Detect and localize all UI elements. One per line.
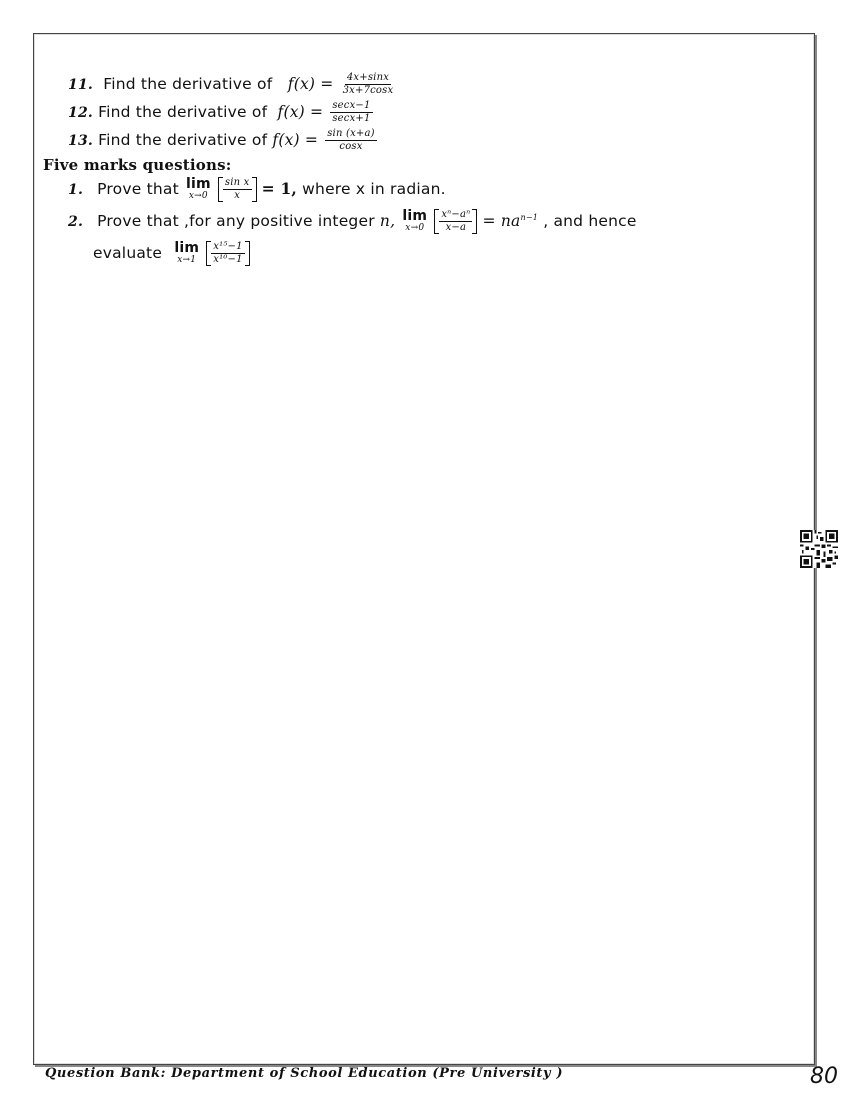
question-text: Find the derivative of — [103, 75, 273, 93]
fraction — [439, 209, 472, 234]
question-text: Prove that ,for any positive integer — [97, 212, 375, 230]
question-text: Find the derivative of — [98, 131, 268, 149]
limit-subscript: x→0 — [188, 190, 208, 201]
function-label: f(x) = — [287, 75, 334, 93]
question-number: 1. — [68, 182, 84, 198]
denominator: cosx — [339, 141, 363, 152]
numerator: secx−1 — [332, 100, 371, 111]
question-text: evaluate — [93, 244, 163, 262]
limit — [185, 175, 211, 202]
numerator: xⁿ−aⁿ — [441, 209, 471, 220]
numerator: sin (x+a) — [327, 128, 375, 139]
bracket — [434, 209, 477, 234]
fraction — [341, 72, 396, 97]
numerator: 4x+sinx — [346, 72, 390, 83]
limit — [402, 207, 428, 234]
fraction — [223, 177, 252, 202]
fraction — [325, 128, 377, 153]
page-number: 80 — [810, 1064, 838, 1089]
question-number: 2. — [68, 214, 84, 230]
question-number: 12. — [68, 105, 93, 121]
denominator: 3x+7cosx — [342, 85, 394, 96]
question-12 — [68, 100, 375, 125]
question-11 — [68, 72, 397, 97]
footer: Question Bank: Department of School Education (Pre University ) — [45, 1066, 564, 1081]
function-label: f(x) = — [277, 103, 324, 121]
question-13 — [68, 128, 379, 153]
question-suffix: , and hence — [543, 212, 637, 230]
denominator: x¹⁰−1 — [213, 254, 243, 265]
bracket — [206, 241, 249, 266]
fraction — [330, 100, 372, 125]
rhs-exponent: n−1 — [520, 212, 539, 222]
limit-label: lim — [174, 239, 200, 256]
question-1 — [68, 177, 446, 202]
bracket — [218, 177, 257, 202]
question-2-line-2 — [93, 241, 250, 266]
question-number: 13. — [68, 133, 93, 149]
rhs: = 1, — [261, 179, 298, 198]
denominator: secx+1 — [332, 113, 371, 124]
question-text: Find the derivative of — [98, 103, 268, 121]
numerator: x¹⁵−1 — [213, 241, 243, 252]
fraction — [211, 241, 244, 266]
question-number: 11. — [68, 77, 93, 93]
limit-label: lim — [402, 207, 428, 224]
qr-code-icon — [800, 530, 838, 568]
limit-subscript: x→0 — [405, 222, 425, 233]
limit-label: lim — [185, 175, 211, 192]
function-label: f(x) = — [272, 131, 319, 149]
rhs: = na — [482, 212, 521, 230]
question-2 — [68, 209, 637, 234]
question-text: Prove that — [97, 180, 179, 198]
limit — [174, 239, 200, 266]
numerator: sin x — [224, 177, 250, 188]
question-suffix: where x in radian. — [302, 180, 446, 198]
variable: n, — [379, 212, 396, 230]
denominator: x — [234, 190, 241, 201]
section-heading: Five marks questions: — [43, 156, 232, 174]
denominator: x−a — [445, 222, 467, 233]
limit-subscript: x→1 — [177, 254, 197, 265]
